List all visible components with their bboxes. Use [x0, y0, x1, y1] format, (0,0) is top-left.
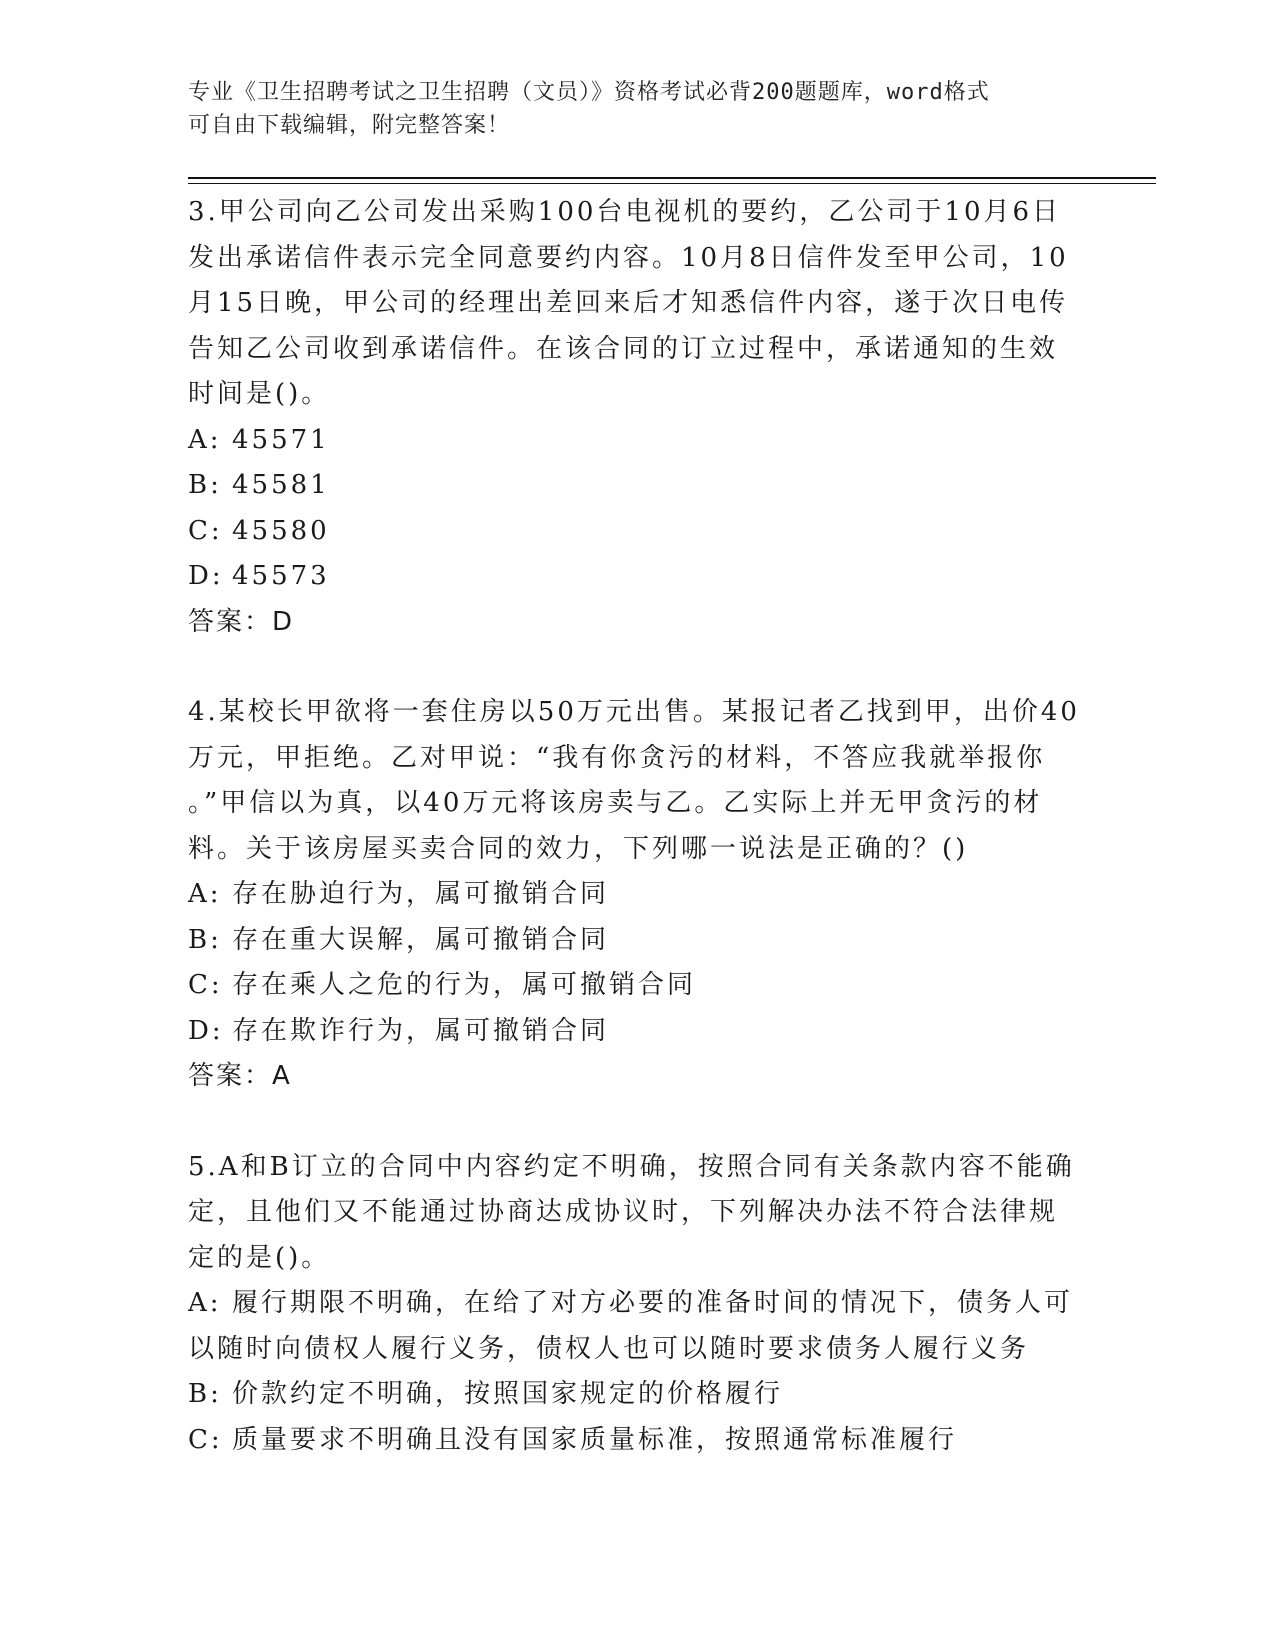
question-4-line-3: 。”甲信以为真，以40万元将该房卖与乙。乙实际上并无甲贪污的材: [188, 788, 1043, 818]
option-text: 价款约定不明确，按照国家规定的价格履行: [232, 1379, 784, 1409]
question-list: [188, 190, 1088, 1463]
option-text: 45573: [232, 561, 330, 591]
option-letter: C:: [188, 970, 223, 1000]
question-5-line-3: 定的是()。: [188, 1242, 331, 1273]
question-5: [188, 1145, 1088, 1464]
question-3: [188, 190, 1088, 645]
document-header: [188, 76, 1068, 142]
option-letter: C:: [188, 1424, 223, 1455]
option-letter: D:: [188, 561, 224, 591]
header-line-1: 专业《卫生招聘考试之卫生招聘（文员）》资格考试必背200题题库，word格式: [188, 80, 990, 105]
option-letter: B:: [188, 1379, 222, 1409]
question-5-option-a-continued: 以随时向债权人履行义务，债权人也可以随时要求债务人履行义务: [188, 1333, 1030, 1364]
option-text: 存在胁迫行为，属可撤销合同: [232, 879, 610, 909]
question-4-option-c: [188, 963, 1088, 1009]
option-text: 存在乘人之危的行为，属可撤销合同: [232, 970, 697, 1000]
option-letter: B:: [188, 470, 222, 500]
option-letter: D:: [188, 1015, 224, 1046]
question-4-option-b: [188, 918, 1088, 964]
option-text: 45580: [232, 515, 330, 546]
header-rule-thin: [188, 183, 1156, 184]
question-spacer: [188, 1100, 1088, 1145]
header-line-2: 可自由下载编辑，附完整答案！: [188, 113, 511, 138]
question-3-line-1: 3.甲公司向乙公司发出采购100台电视机的要约，乙公司于10月6日: [188, 197, 1062, 227]
question-3-line-5: 时间是()。: [188, 379, 331, 409]
option-text: 履行期限不明确，在给了对方必要的准备时间的情况下，债务人可: [232, 1288, 1074, 1318]
question-4: [188, 690, 1088, 1100]
question-3-line-3: 月15日晚，甲公司的经理出差回来后才知悉信件内容，遂于次日电传: [188, 288, 1069, 318]
question-3-line-4: 告知乙公司收到承诺信件。在该合同的订立过程中，承诺通知的生效: [188, 333, 1059, 364]
header-rule-thick: [188, 177, 1156, 179]
question-5-line-1: 5.A和B订立的合同中内容约定不明确，按照合同有关条款内容不能确: [188, 1151, 1075, 1182]
option-text: 质量要求不明确且没有国家质量标准，按照通常标准履行: [232, 1424, 958, 1455]
option-text: 45571: [232, 424, 330, 455]
question-4-option-a: [188, 872, 1088, 918]
question-3-option-a: [188, 418, 1088, 464]
question-5-option-a: [188, 1281, 1088, 1327]
option-text: 45581: [232, 470, 330, 500]
option-letter: C:: [188, 515, 223, 546]
question-4-answer: 答案：A: [188, 1061, 292, 1091]
question-3-option-d: [188, 554, 1088, 600]
question-3-answer: 答案：D: [188, 606, 295, 637]
question-5-option-b: [188, 1372, 1088, 1418]
question-3-option-c: [188, 509, 1088, 555]
question-3-line-2: 发出承诺信件表示完全同意要约内容。10月8日信件发至甲公司，10: [188, 242, 1069, 273]
option-letter: A:: [188, 879, 222, 909]
question-4-line-2: 万元，甲拒绝。乙对甲说：“我有你贪污的材料，不答应我就举报你: [188, 742, 1046, 773]
question-5-line-2: 定，且他们又不能通过协商达成协议时，下列解决办法不符合法律规: [188, 1197, 1059, 1227]
question-4-line-1: 4.某校长甲欲将一套住房以50万元出售。某报记者乙找到甲，出价40: [188, 697, 1080, 727]
option-letter: B:: [188, 924, 222, 955]
option-text: 存在重大误解，属可撤销合同: [232, 924, 610, 955]
question-4-line-4: 料。关于该房屋买卖合同的效力，下列哪一说法是正确的？(): [188, 833, 969, 864]
question-3-option-b: [188, 463, 1088, 509]
question-4-option-d: [188, 1009, 1088, 1055]
question-spacer: [188, 645, 1088, 690]
option-letter: A:: [188, 424, 222, 455]
option-letter: A:: [188, 1288, 222, 1318]
option-text: 存在欺诈行为，属可撤销合同: [232, 1015, 610, 1046]
question-5-option-c: [188, 1418, 1088, 1464]
